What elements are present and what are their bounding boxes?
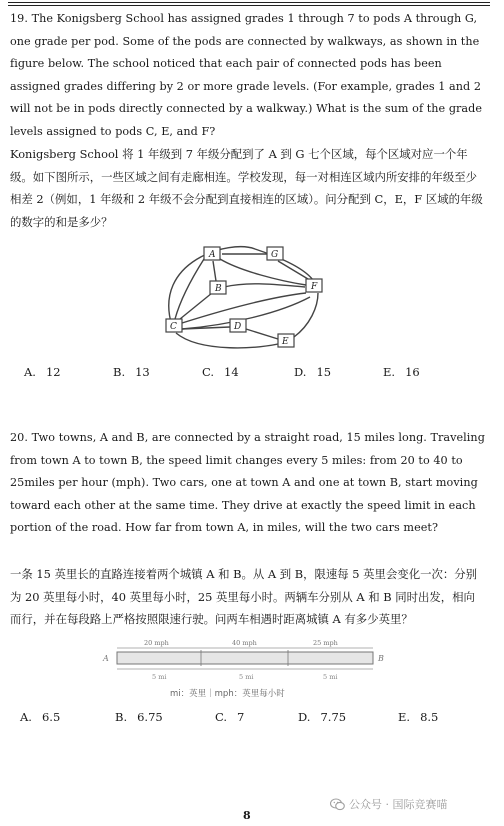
choice-value: 7 <box>237 710 245 724</box>
speed-label-1: 20 mph <box>144 639 169 647</box>
pod-f-label: F <box>311 282 318 292</box>
q20-body: Two towns, A and B, are connected by a straight road, 15 miles long. Traveling from town A to town B, the speed limit changes every 5 miles: from 20 to 40 to 25miles per hour (mph). Two cars, one at town A and one at town B, start moving toward each other at the same time. They drive at exactly the speed limit in each portion of the road. How far from town A, in miles, will the two cars meet? <box>10 431 485 534</box>
pod-a-label: A <box>209 250 216 260</box>
choice-value: 7.75 <box>320 710 347 724</box>
walkway-a-f <box>220 259 306 285</box>
town-a-label: A <box>103 654 109 663</box>
page-number: 8 <box>243 809 251 822</box>
q19-choice-e[interactable] <box>383 365 420 379</box>
walkway-b-f <box>224 284 305 287</box>
pod-b-label: B <box>215 284 222 294</box>
road-figure <box>100 635 390 687</box>
choice-letter: B. <box>115 710 128 724</box>
q19-choices <box>0 365 504 383</box>
segment-label-1: 5 mi <box>152 673 167 681</box>
q20-choices <box>0 710 504 728</box>
pods-walkway-figure <box>160 241 332 353</box>
choice-letter: B. <box>113 365 126 379</box>
choice-value: 15 <box>316 365 332 379</box>
speed-label-2: 40 mph <box>232 639 257 647</box>
pod-g-label: G <box>271 250 279 260</box>
q19-choice-a[interactable] <box>24 365 61 379</box>
wechat-icon <box>330 798 345 811</box>
q20-choice-b[interactable] <box>115 710 163 724</box>
pod-c-label: C <box>170 322 177 332</box>
pod-e-label: E <box>282 337 289 347</box>
q19-text-zh: Konigsberg School 将 1 年级到 7 年级分配到了 A 到 G 七个区域，每个区域对应一个年级。如下图所示，一些区域之间有走廊相连。学校发现，每一对相连区域内所安排的年级至少相差 2（例如，1 年级和 2 年级不会分配到直接相连的区域）。问分配到 C，E，F 区域的年级的数字的和是多少？ <box>10 147 483 229</box>
walkway-c-d <box>182 327 230 329</box>
walkway-a-c <box>175 259 204 319</box>
q20-number: 20. <box>10 431 28 444</box>
q20-choice-a[interactable] <box>20 710 60 724</box>
walkway-d-e <box>246 329 278 339</box>
q20-text-en <box>10 427 486 540</box>
speed-label-3: 25 mph <box>313 639 338 647</box>
choice-letter: A. <box>24 365 36 379</box>
q20-choice-c[interactable] <box>215 710 244 724</box>
choice-letter: E. <box>383 365 396 379</box>
top-rule-secondary <box>8 5 490 6</box>
watermark-text: 公众号 · 国际竞赛喵 <box>349 798 448 811</box>
q19-body: The Konigsberg School has assigned grades 1 through 7 to pods A through G, one grade per pod. Some of the pods are connected by walkways, as shown in the figure below. The school noticed that each pair of connected pods has been assigned grades differing by 2 or more grade levels. (For example, grades 1 and 2 will not be in pods directly connected by a walkway.) What is the sum of the grade levels assigned to pods C, E, and F? <box>10 12 483 138</box>
choice-letter: C. <box>215 710 228 724</box>
choice-letter: C. <box>202 365 215 379</box>
q20-text-zh: 一条 15 英里长的直路连接着两个城镇 A 和 B。从 A 到 B，限速每 5 英里会变化一次：分别为 20 英里每小时，40 英里每小时，25 英里每小时。两辆车分别从 A 和 B 同时出发，相向而行，并在每段路上严格按照限速行驶。问两车相遇时距离城镇 A 有多少英里？ <box>10 567 478 626</box>
q20-choice-d[interactable] <box>298 710 346 724</box>
choice-letter: E. <box>398 710 411 724</box>
choice-value: 12 <box>45 365 61 379</box>
walkway-a-b <box>213 261 216 281</box>
choice-letter: A. <box>20 710 32 724</box>
segment-label-3: 5 mi <box>323 673 338 681</box>
walkway-g-f <box>278 261 308 279</box>
q19-number: 19. <box>10 12 28 25</box>
wechat-watermark <box>330 796 448 812</box>
choice-value: 14 <box>224 365 239 379</box>
choice-value: 6.5 <box>41 710 61 724</box>
town-b-label: B <box>378 654 384 663</box>
choice-value: 13 <box>135 365 150 379</box>
q19-text-en <box>10 8 486 143</box>
q19-choice-d[interactable] <box>294 365 331 379</box>
choice-letter: D. <box>298 710 311 724</box>
road <box>117 652 373 664</box>
choice-value: 16 <box>405 365 420 379</box>
top-rule <box>8 2 490 3</box>
segment-label-2: 5 mi <box>239 673 254 681</box>
choice-value: 6.75 <box>137 710 163 724</box>
pod-d-label: D <box>234 322 242 332</box>
q20-choice-e[interactable] <box>398 710 438 724</box>
road-legend: mi：英里｜mph：英里每小时 <box>170 689 285 699</box>
q19-choice-c[interactable] <box>202 365 239 379</box>
q19-choice-b[interactable] <box>113 365 150 379</box>
choice-letter: D. <box>294 365 307 379</box>
choice-value: 8.5 <box>420 710 439 724</box>
